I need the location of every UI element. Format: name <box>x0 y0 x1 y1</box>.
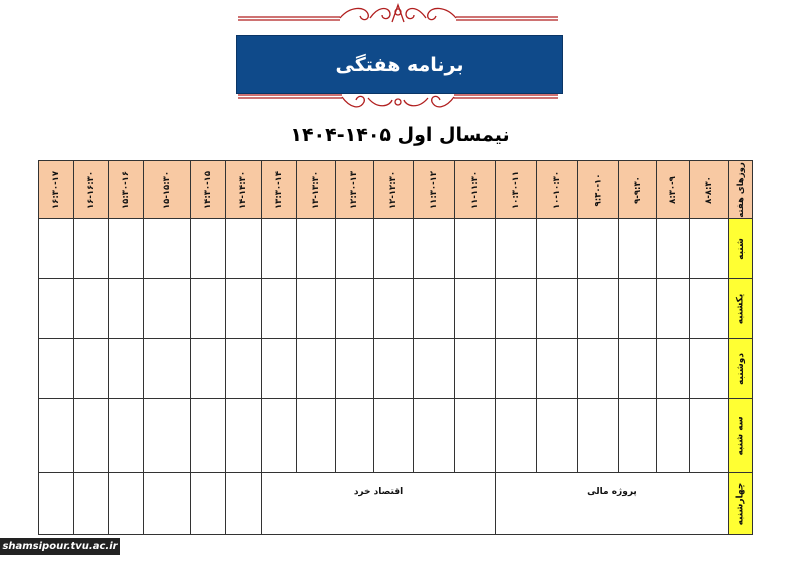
schedule-cell <box>413 218 455 279</box>
day-label <box>728 218 753 279</box>
schedule-cell <box>108 278 144 339</box>
day-label-label: دوشنبه <box>735 352 746 385</box>
schedule-cell <box>618 338 657 399</box>
schedule-cell <box>689 398 729 473</box>
header-time-slot-label: ۱۴-۱۴:۳۰ <box>238 170 249 209</box>
schedule-cell <box>454 338 496 399</box>
schedule-cell <box>454 278 496 339</box>
schedule-cell <box>261 398 297 473</box>
schedule-cell <box>73 218 109 279</box>
schedule-cell <box>577 398 619 473</box>
header-time-slot <box>536 160 578 219</box>
schedule-cell <box>689 338 729 399</box>
schedule-cell <box>73 278 109 339</box>
schedule-cell <box>373 278 414 339</box>
schedule-cell <box>296 338 336 399</box>
schedule-cell <box>73 338 109 399</box>
header-time-slot <box>38 160 74 219</box>
header-time-slot <box>108 160 144 219</box>
schedule-cell <box>335 398 374 473</box>
header-time-slot <box>296 160 336 219</box>
schedule-cell <box>618 218 657 279</box>
schedule-cell <box>373 398 414 473</box>
schedule-cell <box>656 218 690 279</box>
schedule-cell <box>413 398 455 473</box>
schedule-cell <box>296 278 336 339</box>
header-time-slot-label: ۱۲:۳۰-۱۳ <box>349 170 360 209</box>
schedule-cell <box>143 278 191 339</box>
site-watermark: shamsipour.tvu.ac.ir <box>0 538 120 555</box>
header-time-slot-label: ۸-۸:۳۰ <box>704 175 714 204</box>
weekly-schedule-table <box>38 160 752 534</box>
header-time-slot <box>577 160 619 219</box>
schedule-cell <box>577 218 619 279</box>
schedule-cell <box>536 338 578 399</box>
schedule-cell <box>689 278 729 339</box>
schedule-cell <box>73 472 109 535</box>
header-time-slot-label: ۹-۹:۳۰ <box>632 175 643 204</box>
schedule-cell <box>190 218 226 279</box>
schedule-cell <box>335 278 374 339</box>
schedule-cell <box>373 338 414 399</box>
schedule-cell <box>618 398 657 473</box>
schedule-cell <box>190 338 226 399</box>
schedule-cell <box>373 218 414 279</box>
header-time-slot <box>656 160 690 219</box>
header-time-slot-label: ۸:۳۰-۹ <box>668 175 678 204</box>
schedule-cell <box>225 472 262 535</box>
day-label <box>728 278 753 339</box>
schedule-cell <box>577 338 619 399</box>
header-time-slot-label: ۱۱-۱۱:۳۰ <box>470 170 480 209</box>
schedule-cell <box>689 218 729 279</box>
header-time-slot <box>335 160 374 219</box>
course-block <box>261 472 496 535</box>
header-time-slot-label: ۱۰:۳۰-۱۱ <box>511 170 521 209</box>
schedule-cell <box>225 218 262 279</box>
schedule-cell <box>108 472 144 535</box>
schedule-cell <box>143 218 191 279</box>
day-label <box>728 338 753 399</box>
header-time-slot-label: ۱۴:۳۰-۱۵ <box>203 170 213 209</box>
schedule-cell <box>38 338 74 399</box>
schedule-cell <box>656 398 690 473</box>
course-block-label: پروژه مالی <box>587 487 637 497</box>
header-time-slot <box>261 160 297 219</box>
schedule-cell <box>190 398 226 473</box>
header-time-slot-label: ۱۶-۱۶:۳۰ <box>86 170 96 209</box>
schedule-cell <box>38 472 74 535</box>
schedule-cell <box>454 398 496 473</box>
schedule-cell <box>495 398 537 473</box>
schedule-cell <box>495 338 537 399</box>
header-time-slot-label: ۱۲-۱۲:۳۰ <box>388 170 399 209</box>
schedule-cell <box>38 398 74 473</box>
schedule-cell <box>618 278 657 339</box>
schedule-cell <box>536 278 578 339</box>
header-time-slot <box>689 160 729 219</box>
schedule-cell <box>335 338 374 399</box>
schedule-cell <box>143 472 191 535</box>
header-time-slot-label: ۹:۳۰-۱۰ <box>593 173 603 206</box>
semester-subtitle: نیمسال اول ۱۴۰۵-۱۴۰۴ <box>290 124 510 146</box>
schedule-cell <box>38 218 74 279</box>
schedule-cell <box>108 338 144 399</box>
header-time-slot <box>225 160 262 219</box>
schedule-cell <box>108 218 144 279</box>
header-time-slot <box>413 160 455 219</box>
schedule-cell <box>577 278 619 339</box>
header-time-slot-label: ۱۵:۳۰-۱۶ <box>121 170 131 209</box>
page-title: برنامه هفتگی <box>335 53 464 76</box>
header-time-slot <box>454 160 496 219</box>
schedule-cell <box>108 398 144 473</box>
header-time-slot <box>143 160 191 219</box>
schedule-cell <box>536 218 578 279</box>
schedule-cell <box>190 278 226 339</box>
day-label-label: یکشنبه <box>735 293 746 324</box>
header-time-slot-label: ۱۱:۳۰-۱۲ <box>429 170 439 209</box>
schedule-cell <box>261 278 297 339</box>
schedule-cell <box>296 398 336 473</box>
header-time-slot <box>495 160 537 219</box>
schedule-cell <box>335 218 374 279</box>
header-time-slot <box>190 160 226 219</box>
day-label-label: سه شنبه <box>735 415 746 456</box>
schedule-cell <box>261 338 297 399</box>
header-days-label <box>728 160 753 219</box>
course-block <box>495 472 729 535</box>
header-time-slot <box>618 160 657 219</box>
schedule-cell <box>143 338 191 399</box>
schedule-cell <box>143 398 191 473</box>
schedule-cell <box>225 278 262 339</box>
schedule-cell <box>261 218 297 279</box>
header-time-slot-label: ۱۵-۱۵:۳۰ <box>162 170 172 209</box>
schedule-cell <box>495 278 537 339</box>
header-time-slot-label: ۱۰-۱۰:۳۰ <box>552 170 562 209</box>
header-time-slot-label: ۱۳-۱۳:۳۰ <box>311 170 321 209</box>
title-banner <box>236 35 563 94</box>
header-days-label-label: روزهای هفته <box>735 161 746 218</box>
day-label-label: چهارشنبه <box>735 482 746 525</box>
day-label <box>728 472 753 535</box>
schedule-cell <box>454 218 496 279</box>
header-time-slot <box>73 160 109 219</box>
schedule-cell <box>225 338 262 399</box>
schedule-cell <box>73 398 109 473</box>
schedule-cell <box>38 278 74 339</box>
schedule-cell <box>536 398 578 473</box>
header-time-slot <box>373 160 414 219</box>
course-block-label: اقتصاد خرد <box>353 487 404 497</box>
schedule-cell <box>656 338 690 399</box>
header-time-slot-label: ۱۳:۳۰-۱۴ <box>274 170 284 209</box>
header-time-slot-label: ۱۶:۳۰-۱۷ <box>51 170 61 209</box>
schedule-cell <box>413 278 455 339</box>
schedule-cell <box>190 472 226 535</box>
day-label-label: شنبه <box>735 237 746 260</box>
schedule-cell <box>495 218 537 279</box>
schedule-cell <box>413 338 455 399</box>
day-label <box>728 398 753 473</box>
schedule-cell <box>225 398 262 473</box>
schedule-cell <box>296 218 336 279</box>
schedule-cell <box>656 278 690 339</box>
